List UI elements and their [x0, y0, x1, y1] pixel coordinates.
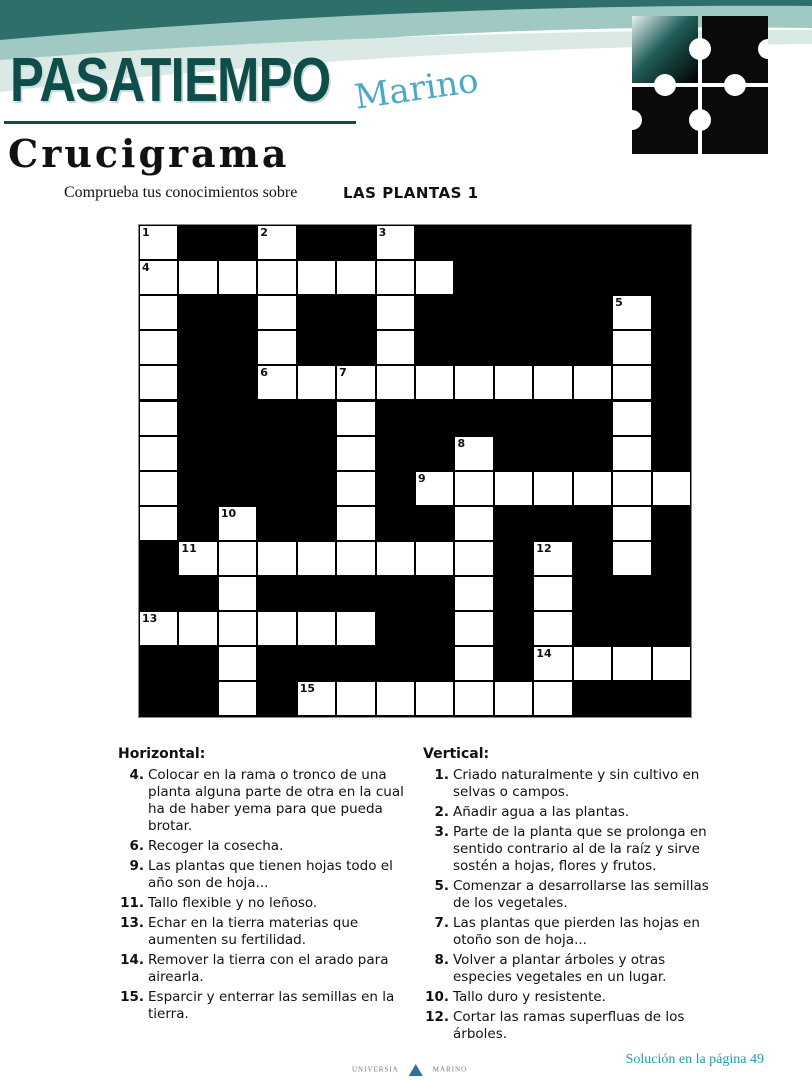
crossword-cell[interactable] — [140, 366, 177, 399]
crossword-cell[interactable] — [298, 612, 335, 645]
clue-item — [118, 915, 410, 949]
clue-item-text: Colocar en la rama o tronco de una planta alguna parte de otra en la cual ha de haber yema para que pueda brotar. — [148, 767, 404, 834]
crossword-cell[interactable] — [258, 261, 295, 294]
crossword-cell[interactable] — [455, 472, 492, 505]
clue-item — [118, 895, 410, 912]
solution-note: Solución en la página 49 — [625, 1052, 764, 1067]
clue-item-text: Recoger la cosecha. — [148, 838, 284, 854]
clue-number: 4 — [142, 261, 150, 275]
clue-item-number: 8. — [434, 952, 449, 968]
crossword-cell[interactable] — [140, 296, 177, 329]
magazine-title: PASATIEMPO — [10, 46, 331, 115]
crossword-cell[interactable] — [337, 682, 374, 715]
horizontal-heading: Horizontal: — [118, 746, 206, 762]
crossword-cell[interactable] — [416, 682, 453, 715]
crossword-cell[interactable] — [534, 612, 571, 645]
clue-number: 14 — [536, 647, 552, 661]
crossword-cell[interactable] — [219, 612, 256, 645]
crossword-cell[interactable] — [455, 612, 492, 645]
crossword-cell[interactable] — [298, 682, 335, 715]
clue-number: 2 — [260, 226, 268, 239]
crossword-cell[interactable] — [574, 472, 611, 505]
clue-item-text: Esparcir y enterrar las semillas en la tierra. — [148, 989, 395, 1022]
footer-logo — [352, 1064, 467, 1076]
crossword-cell[interactable] — [179, 612, 216, 645]
crossword-cell[interactable] — [613, 402, 650, 435]
crossword-cell[interactable] — [377, 296, 414, 329]
section-title: Crucigrama — [8, 131, 290, 176]
crossword-cell[interactable] — [455, 577, 492, 610]
clue-item — [118, 767, 410, 835]
crossword-cell[interactable] — [298, 261, 335, 294]
crossword-cell[interactable] — [219, 682, 256, 715]
footer-logo-left: UNIVERSIA — [352, 1065, 399, 1074]
clue-number: 1 — [142, 226, 150, 239]
clue-number: 6 — [260, 366, 268, 380]
crossword-cell[interactable] — [495, 682, 532, 715]
crossword-cell[interactable] — [455, 507, 492, 540]
crossword-cell[interactable] — [258, 226, 295, 259]
crossword-cell[interactable] — [416, 542, 453, 575]
clue-item — [118, 989, 410, 1023]
clue-number: 5 — [615, 296, 623, 310]
clue-item-number: 4. — [129, 767, 144, 783]
clue-item — [423, 767, 723, 801]
crossword-cell[interactable] — [495, 472, 532, 505]
crossword-cell[interactable] — [416, 261, 453, 294]
clue-number: 8 — [457, 436, 466, 450]
crossword-cell[interactable] — [534, 577, 571, 610]
clue-item-number: 12. — [425, 1009, 449, 1025]
crossword-cell[interactable] — [219, 577, 256, 610]
horizontal-clues — [118, 746, 410, 1026]
crossword-cell[interactable] — [534, 366, 571, 399]
crossword-cell[interactable] — [613, 366, 650, 399]
clue-item-number: 2. — [434, 804, 449, 820]
clue-item-number: 14. — [120, 952, 144, 968]
crossword-cell[interactable] — [613, 472, 650, 505]
clue-item-number: 5. — [434, 878, 449, 894]
clue-item — [423, 878, 723, 912]
crossword-cell[interactable] — [455, 682, 492, 715]
crossword-cell[interactable] — [455, 437, 492, 470]
clue-number: 12 — [536, 541, 552, 555]
crossword-cell[interactable] — [613, 331, 650, 364]
vertical-heading: Vertical: — [423, 746, 490, 762]
crossword-cell[interactable] — [140, 507, 177, 540]
clue-item — [423, 1009, 723, 1043]
crossword-cell[interactable] — [455, 647, 492, 680]
clue-item-number: 9. — [129, 858, 144, 874]
crossword-cell[interactable] — [534, 542, 571, 575]
crossword-cell[interactable] — [377, 226, 414, 259]
crossword-cell[interactable] — [613, 437, 650, 470]
clue-item-number: 7. — [434, 915, 449, 931]
logo-mark-icon — [409, 1064, 423, 1076]
crossword-cell[interactable] — [416, 472, 453, 505]
crossword-cell[interactable] — [140, 437, 177, 470]
crossword-cell[interactable] — [140, 226, 177, 259]
clue-item-text: Criado naturalmente y sin cultivo en selvas o campos. — [453, 767, 700, 800]
crossword-cell[interactable] — [455, 366, 492, 399]
crossword-cell[interactable] — [337, 472, 374, 505]
crossword-cell[interactable] — [653, 472, 690, 505]
crossword-cell[interactable] — [258, 366, 295, 399]
title-underline — [4, 121, 356, 124]
clue-number: 9 — [418, 471, 426, 485]
crossword-cell[interactable] — [337, 437, 374, 470]
crossword-cell[interactable] — [337, 366, 374, 399]
clue-item — [423, 915, 723, 949]
clue-item-number: 1. — [434, 767, 449, 783]
crossword-cell[interactable] — [574, 366, 611, 399]
topic-title: LAS PLANTAS 1 — [343, 184, 479, 202]
crossword-cell[interactable] — [337, 261, 374, 294]
clue-item — [423, 824, 723, 875]
crossword-cell[interactable] — [337, 402, 374, 435]
clue-item-number: 6. — [129, 838, 144, 854]
crossword-cell[interactable] — [179, 261, 216, 294]
crossword-cell[interactable] — [377, 331, 414, 364]
clue-item-text: Tallo flexible y no leñoso. — [148, 895, 318, 911]
crossword-cell[interactable] — [337, 542, 374, 575]
crossword-cell[interactable] — [179, 542, 216, 575]
clue-item — [118, 858, 410, 892]
crossword-cell[interactable] — [219, 647, 256, 680]
clue-number: 13 — [142, 612, 158, 626]
clue-item-text: Las plantas que pierden las hojas en otoño son de hoja... — [453, 915, 700, 948]
crossword-cell[interactable] — [377, 261, 414, 294]
clue-item-text: Las plantas que tienen hojas todo el año son de hoja... — [148, 858, 393, 891]
crossword-cell[interactable] — [416, 366, 453, 399]
crossword-cell[interactable] — [377, 542, 414, 575]
crossword-cell[interactable] — [337, 507, 374, 540]
crossword-cell[interactable] — [337, 612, 374, 645]
crossword-cell[interactable] — [140, 402, 177, 435]
clue-item-number: 11. — [120, 895, 144, 911]
clue-number: 3 — [378, 226, 387, 239]
crossword-cell[interactable] — [377, 366, 414, 399]
crossword-cell[interactable] — [258, 331, 295, 364]
clue-item-text: Comenzar a desarrollarse las semillas de los vegetales. — [453, 878, 709, 911]
clue-number: 11 — [181, 541, 197, 555]
clue-number: 7 — [339, 366, 347, 380]
clue-number: 10 — [220, 506, 237, 520]
crossword-cell[interactable] — [653, 647, 690, 680]
clue-number: 15 — [299, 682, 316, 696]
crossword-cell[interactable] — [219, 542, 256, 575]
clue-item — [423, 804, 723, 821]
puzzle-pieces-icon — [632, 16, 768, 154]
clue-item-text: Volver a plantar árboles y otras especies vegetales en un lugar. — [453, 952, 667, 985]
clue-item — [423, 989, 723, 1006]
clue-item-text: Parte de la planta que se prolonga en sentido contrario al de la raíz y sirve sostén a hojas, flores y frutos. — [453, 824, 707, 874]
clue-item-text: Echar en la tierra materias que aumenten su fertilidad. — [148, 915, 359, 948]
vertical-clues — [423, 746, 723, 1046]
crossword-cell[interactable] — [455, 542, 492, 575]
crossword-cell[interactable] — [258, 542, 295, 575]
crossword-cell[interactable] — [534, 647, 571, 680]
crossword-cell[interactable] — [377, 682, 414, 715]
clue-item — [118, 838, 410, 855]
crossword-cell[interactable] — [534, 682, 571, 715]
crossword-cell[interactable] — [613, 542, 650, 575]
prompt-text: Comprueba tus conocimientos sobre — [64, 184, 298, 201]
crossword-cell[interactable] — [613, 296, 650, 329]
clue-item-number: 10. — [425, 989, 449, 1005]
crossword-cell[interactable] — [613, 647, 650, 680]
clue-item-number: 13. — [120, 915, 144, 931]
crossword-cell[interactable] — [534, 472, 571, 505]
footer-logo-right: MARINO — [432, 1065, 468, 1074]
crossword-cell[interactable] — [219, 261, 256, 294]
crossword-cell[interactable] — [574, 647, 611, 680]
clue-item-text: Cortar las ramas superfluas de los árboles. — [453, 1009, 685, 1042]
clue-item-text: Añadir agua a las plantas. — [453, 804, 630, 820]
crossword-grid — [138, 224, 692, 718]
crossword-cell[interactable] — [140, 261, 177, 294]
magazine-subtitle: Marino — [352, 60, 481, 118]
crossword-cell[interactable] — [140, 612, 177, 645]
clue-item — [118, 952, 410, 986]
clue-item-text: Tallo duro y resistente. — [453, 989, 606, 1005]
crossword-cell[interactable] — [298, 366, 335, 399]
crossword-cell[interactable] — [258, 296, 295, 329]
crossword-cell[interactable] — [613, 507, 650, 540]
crossword-cell[interactable] — [140, 472, 177, 505]
crossword-cell[interactable] — [298, 542, 335, 575]
crossword-cell[interactable] — [495, 366, 532, 399]
crossword-cell[interactable] — [219, 507, 256, 540]
crossword-cell[interactable] — [140, 331, 177, 364]
crossword-cell[interactable] — [258, 612, 295, 645]
clue-item — [423, 952, 723, 986]
clue-item-text: Remover la tierra con el arado para airearla. — [148, 952, 389, 985]
clue-item-number: 15. — [120, 989, 144, 1005]
clue-item-number: 3. — [434, 824, 449, 840]
